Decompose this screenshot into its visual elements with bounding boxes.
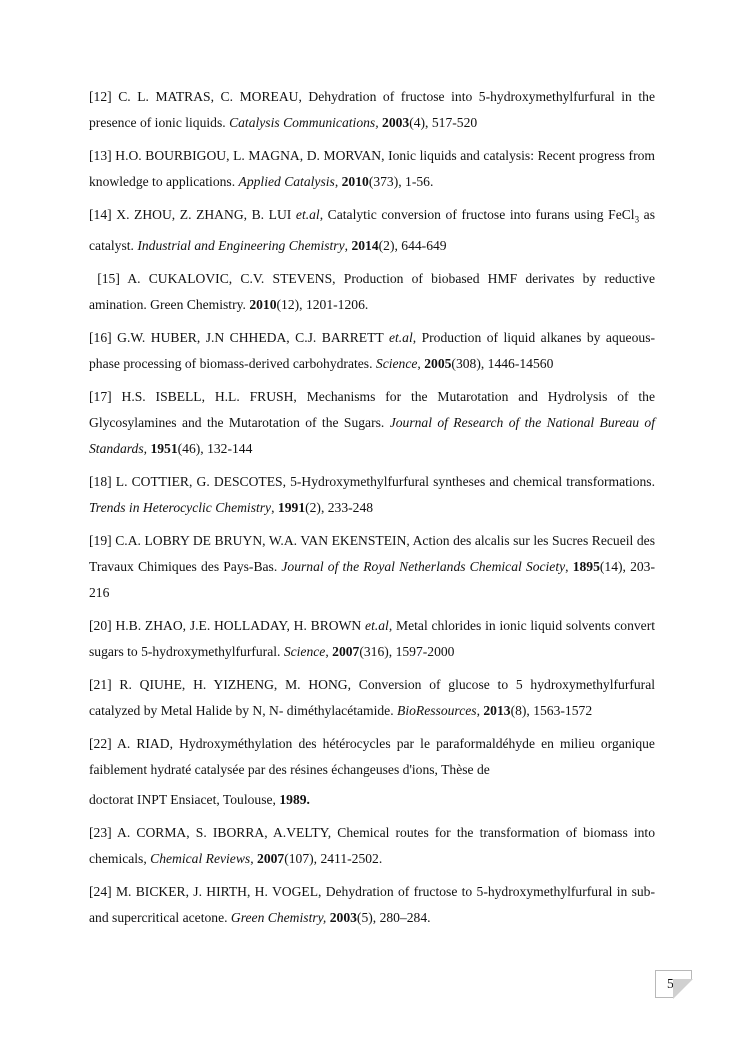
- ref-authors: A. CUKALOVIC, C.V. STEVENS,: [127, 270, 336, 286]
- ref-separator: ,: [325, 643, 329, 659]
- ref-authors: L. COTTIER, G. DESCOTES,: [115, 473, 286, 489]
- ref-volume-pages: (2), 644-649: [378, 237, 447, 253]
- ref-separator: ,: [334, 174, 339, 189]
- ref-volume-pages: (373), 1-56.: [368, 174, 434, 189]
- ref-authors: C. L. MATRAS, C. MOREAU,: [118, 89, 302, 104]
- ref-number: [13]: [89, 148, 112, 163]
- ref-separator: ,: [344, 237, 349, 253]
- ref-number: [23]: [89, 824, 112, 840]
- ref-journal: Journal of Research of the National Bureau of Standards: [89, 414, 656, 456]
- ref-year: 1991: [277, 499, 306, 515]
- ref-year: 2010: [341, 174, 369, 189]
- ref-title: Chemical routes for the transformation of biomass into chemicals,: [89, 824, 656, 866]
- ref-separator: ,: [476, 702, 480, 718]
- reference-12: [89, 84, 655, 136]
- ref-journal: Industrial and Engineering Chemistry: [137, 237, 345, 253]
- ref-title: Action des alcalis sur les Sucres Recueil des Travaux Chimiques des Pays-Bas.: [89, 532, 655, 574]
- ref-title: , Production of liquid alkanes by aqueous-phase processing of biomass-derived carbohydrates.: [89, 329, 656, 371]
- ref-separator: ,: [417, 355, 421, 371]
- reference-20: [89, 613, 655, 665]
- ref-number: [16]: [89, 329, 112, 345]
- ref-title: Ionic liquids and catalysis: Recent progress from knowledge to applications.: [89, 148, 655, 189]
- ref-title: Conversion of glucose to 5 hydroxymethylfurfural catalyzed by Metal Halide by N, N- diméthylacétamide.: [89, 676, 656, 718]
- ref-number: [12]: [89, 89, 112, 104]
- ref-year: 1989.: [279, 791, 310, 807]
- ref-volume-pages: (2), 233-248: [305, 499, 374, 515]
- ref-number: [15]: [97, 270, 120, 286]
- ref-year: 1951: [150, 440, 178, 456]
- ref-journal: Applied Catalysis: [238, 174, 335, 189]
- ref-journal: Journal of the Royal Netherlands Chemical Society: [281, 558, 566, 574]
- ref-year: 2003: [382, 115, 410, 130]
- ref-authors: G.W. HUBER, J.N CHHEDA, C.J. BARRETT: [117, 329, 384, 345]
- ref-journal: Trends in Heterocyclic Chemistry: [89, 499, 272, 515]
- ref-title: 5-Hydroxymethylfurfural syntheses and chemical transformations.: [290, 473, 655, 489]
- ref-authors: C.A. LOBRY DE BRUYN, W.A. VAN EKENSTEIN,: [115, 532, 410, 548]
- ref-volume-pages: (107), 2411-2502.: [284, 850, 383, 866]
- ref-year: 2005: [424, 355, 452, 371]
- ref-authors: H.B. ZHAO, J.E. HOLLADAY, H. BROWN: [115, 617, 362, 633]
- ref-volume-pages: (14), 203-216: [89, 558, 655, 600]
- reference-22-continued: [89, 787, 655, 813]
- ref-number: [20]: [89, 617, 112, 633]
- ref-authors: X. ZHOU, Z. ZHANG, B. LUI: [116, 207, 292, 222]
- ref-subscript: 3: [634, 214, 640, 225]
- ref-journal: Catalysis Communications,: [229, 115, 379, 130]
- ref-year: 2010: [249, 296, 277, 312]
- ref-title-cont: as catalyst.: [89, 207, 655, 253]
- ref-separator: ,: [565, 558, 569, 574]
- ref-year: 2014: [351, 237, 379, 253]
- ref-volume-pages: (5), 280–284.: [356, 909, 431, 925]
- ref-journal: Science: [375, 355, 418, 371]
- ref-volume-pages: (46), 132-144: [177, 440, 253, 456]
- ref-title: Dehydration of fructose into 5-hydroxymethylfurfural in the presence of ionic liquids.: [89, 89, 655, 130]
- ref-volume-pages: (12), 1201-1206.: [276, 296, 369, 312]
- ref-authors: A. RIAD,: [117, 735, 173, 751]
- ref-etal: et.al: [295, 207, 320, 222]
- ref-journal: BioRessources: [397, 702, 477, 718]
- reference-23: [89, 820, 655, 872]
- ref-number: [19]: [89, 532, 112, 548]
- ref-journal: Science: [283, 643, 326, 659]
- ref-volume-pages: (8), 1563-1572: [510, 702, 593, 718]
- ref-authors: H.S. ISBELL, H.L. FRUSH,: [121, 388, 297, 404]
- ref-number: [24]: [89, 883, 112, 899]
- ref-title: Production of biobased HMF derivates by reductive amination. Green Chemistry.: [89, 270, 655, 312]
- ref-journal: Chemical Reviews: [150, 850, 251, 866]
- ref-journal: Green Chemistry,: [230, 909, 327, 925]
- reference-24: [89, 879, 655, 931]
- reference-19: [89, 528, 655, 606]
- ref-title: , Metal chlorides in ionic liquid solvents convert sugars to 5-hydroxymethylfurfural.: [89, 617, 655, 659]
- ref-separator: ,: [143, 440, 148, 456]
- page-number-box: [655, 970, 692, 998]
- ref-authors: R. QIUHE, H. YIZHENG, M. HONG,: [119, 676, 351, 692]
- references-list: [89, 84, 655, 938]
- ref-authors: A. CORMA, S. IBORRA, A.VELTY,: [117, 824, 332, 840]
- ref-number: [14]: [89, 207, 112, 222]
- ref-authors: H.O. BOURBIGOU, L. MAGNA, D. MORVAN,: [115, 148, 385, 163]
- reference-17: [89, 384, 655, 462]
- ref-number: [22]: [89, 735, 112, 751]
- ref-year: 1895: [572, 558, 600, 574]
- page-corner-edge: [691, 971, 692, 988]
- ref-title: Dehydration of fructose to 5-hydroxymethylfurfural in sub- and supercritical acetone.: [89, 883, 655, 925]
- reference-22: [89, 731, 655, 783]
- page-number: 51: [667, 976, 681, 991]
- ref-number: [17]: [89, 388, 112, 404]
- ref-thesis-info: doctorat INPT Ensiacet, Toulouse,: [89, 791, 276, 807]
- ref-title: , Catalytic conversion of fructose into furans using FeCl: [319, 207, 635, 222]
- page-corner-edge: [656, 997, 682, 998]
- reference-16: [89, 325, 655, 377]
- ref-year: 2013: [483, 702, 511, 718]
- ref-number: [21]: [89, 676, 112, 692]
- ref-etal: et.al: [388, 329, 413, 345]
- reference-13: [89, 143, 655, 195]
- ref-etal: et.al: [365, 617, 389, 633]
- reference-15: [89, 266, 655, 318]
- reference-21: [89, 672, 655, 724]
- ref-authors: M. BICKER, J. HIRTH, H. VOGEL,: [115, 883, 322, 899]
- reference-18: [89, 469, 655, 521]
- ref-title: Mechanisms for the Mutarotation and Hydrolysis of the Glycosylamines and the Mutarotation of the Sugars.: [89, 388, 655, 430]
- ref-number: [18]: [89, 473, 112, 489]
- ref-year: 2007: [332, 643, 360, 659]
- ref-year: 2003: [329, 909, 357, 925]
- ref-volume-pages: (4), 517-520: [409, 115, 478, 130]
- ref-volume-pages: (308), 1446-14560: [451, 355, 554, 371]
- ref-volume-pages: (316), 1597-2000: [359, 643, 455, 659]
- reference-14: [89, 202, 655, 259]
- ref-separator: ,: [271, 499, 275, 515]
- ref-year: 2007: [257, 850, 285, 866]
- ref-separator: ,: [250, 850, 254, 866]
- ref-title: Hydroxyméthylation des hétérocycles par le paraformaldéhyde en milieu organique faiblement hydraté catalysée par des résines échangeuses d'ions, Thèse de: [89, 735, 655, 777]
